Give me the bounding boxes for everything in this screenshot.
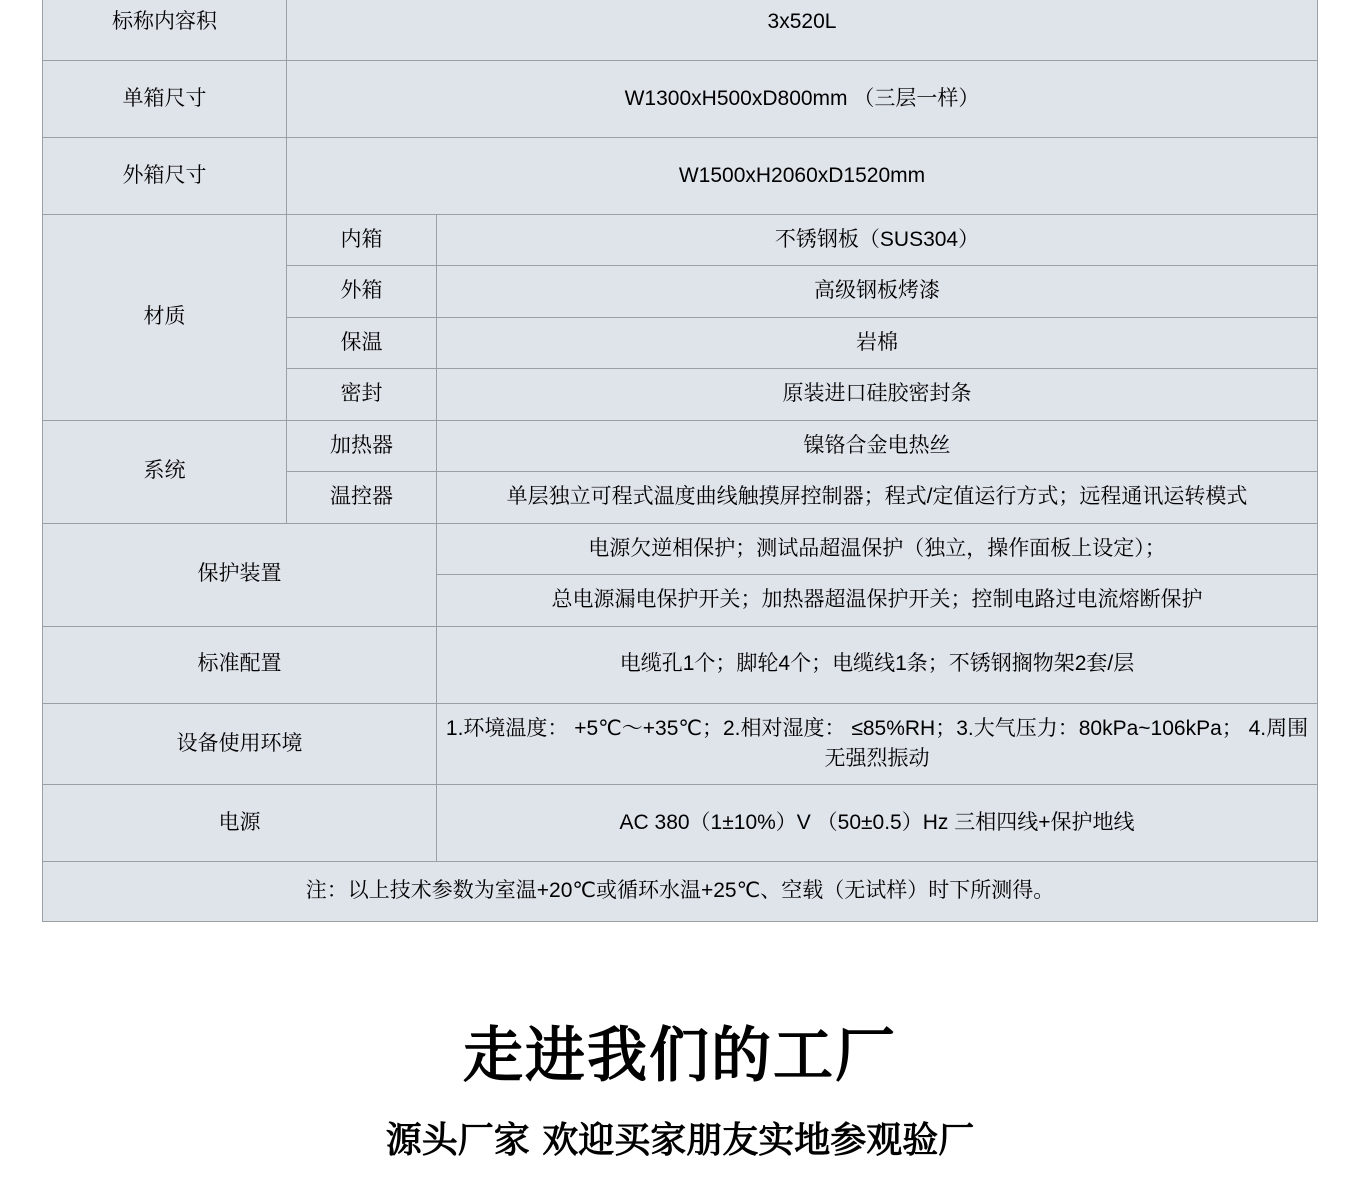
table-row-power bbox=[43, 785, 1318, 862]
group-label-protection: 保护装置 bbox=[43, 523, 437, 626]
spec-value: 电源欠逆相保护；测试品超温保护（独立，操作面板上设定）； bbox=[437, 523, 1318, 574]
spec-value: 岩棉 bbox=[437, 317, 1318, 368]
spec-value: 总电源漏电保护开关；加热器超温保护开关；控制电路过电流熔断保护 bbox=[437, 575, 1318, 626]
table-row-material bbox=[43, 215, 1318, 266]
spec-value: 镍铬合金电热丝 bbox=[437, 420, 1318, 471]
spec-value: 电缆孔1个；脚轮4个；电缆线1条；不锈钢搁物架2套/层 bbox=[437, 626, 1318, 703]
specification-table bbox=[42, 0, 1318, 922]
environment-line-2: 无强烈振动 bbox=[824, 746, 930, 770]
factory-subheading: 源头厂家 欢迎买家朋友实地参观验厂 bbox=[385, 1120, 975, 1161]
table-row bbox=[43, 61, 1318, 138]
spec-value: W1500xH2060xD1520mm bbox=[287, 138, 1318, 215]
table-row-note bbox=[43, 862, 1318, 921]
spec-sublabel: 外箱 bbox=[287, 266, 437, 317]
spec-note: 注：以上技术参数为室温+20℃或循环水温+25℃、空载（无试样）时下所测得。 bbox=[43, 862, 1318, 921]
spec-label: 标称内容积 bbox=[43, 0, 287, 61]
spec-sublabel: 加热器 bbox=[287, 420, 437, 471]
spec-label: 设备使用环境 bbox=[43, 703, 437, 785]
table-row bbox=[43, 0, 1318, 61]
spec-value: 单层独立可程式温度曲线触摸屏控制器；程式/定值运行方式；远程通讯运转模式 bbox=[437, 472, 1318, 523]
spec-value: 原装进口硅胶密封条 bbox=[437, 369, 1318, 420]
environment-line-1: 1.环境温度： +5℃～+35℃；2.相对湿度： ≤85%RH；3.大气压力：80kPa~106kPa； 4.周围 bbox=[445, 716, 1309, 740]
factory-heading: 走进我们的工厂 bbox=[463, 1021, 897, 1091]
spec-sublabel: 密封 bbox=[287, 369, 437, 420]
spec-sublabel: 温控器 bbox=[287, 472, 437, 523]
spec-value-environment bbox=[437, 703, 1318, 785]
table-row-system bbox=[43, 420, 1318, 471]
spec-value: 不锈钢板（SUS304） bbox=[437, 215, 1318, 266]
spec-value: 高级钢板烤漆 bbox=[437, 266, 1318, 317]
spec-value: AC 380（1±10%）V （50±0.5）Hz 三相四线+保护地线 bbox=[437, 785, 1318, 862]
spec-sublabel: 内箱 bbox=[287, 215, 437, 266]
spec-label: 单箱尺寸 bbox=[43, 61, 287, 138]
table-row-environment bbox=[43, 703, 1318, 785]
spec-value: 3x520L bbox=[287, 0, 1318, 61]
table-row-protection bbox=[43, 523, 1318, 574]
table-row-standard-config bbox=[43, 626, 1318, 703]
spec-value: W1300xH500xD800mm （三层一样） bbox=[287, 61, 1318, 138]
spec-label: 标准配置 bbox=[43, 626, 437, 703]
group-label-system: 系统 bbox=[43, 420, 287, 523]
spec-label: 电源 bbox=[43, 785, 437, 862]
spec-label: 外箱尺寸 bbox=[43, 138, 287, 215]
table-row bbox=[43, 138, 1318, 215]
group-label-material: 材质 bbox=[43, 215, 287, 421]
spec-sublabel: 保温 bbox=[287, 317, 437, 368]
